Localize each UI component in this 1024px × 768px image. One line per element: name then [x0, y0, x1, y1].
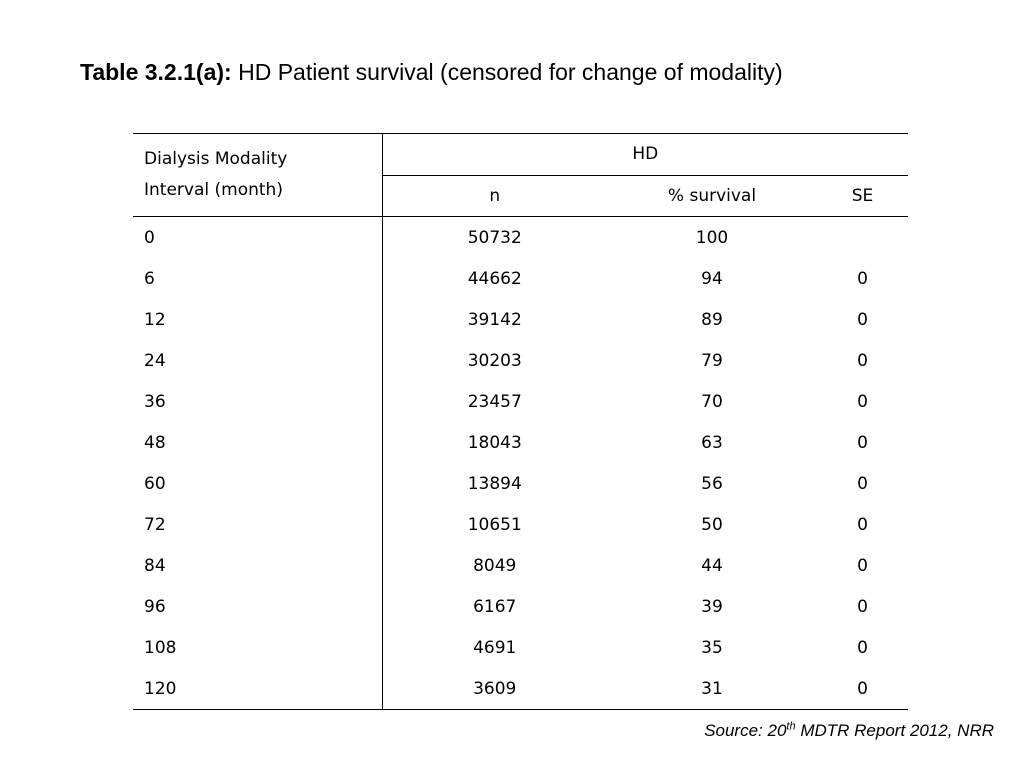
survival-cell: 35 — [701, 637, 723, 658]
table-row — [133, 422, 908, 463]
interval-cell: 36 — [133, 381, 382, 422]
se-cell: 0 — [857, 637, 868, 658]
table-row — [133, 586, 908, 627]
source-prefix: Source: 20 — [704, 721, 787, 740]
table-row — [133, 668, 908, 710]
survival-table — [133, 133, 908, 710]
row-header — [133, 134, 382, 217]
se-cell: 0 — [857, 309, 868, 330]
interval-cell: 108 — [133, 627, 382, 668]
n-cell: 23457 — [467, 391, 522, 412]
survival-cell: 70 — [701, 391, 723, 412]
table-row — [133, 545, 908, 586]
n-cell: 10651 — [467, 514, 522, 535]
survival-cell: 44 — [701, 555, 723, 576]
row-header-line1: Dialysis Modality — [144, 149, 288, 169]
survival-cell: 56 — [701, 473, 723, 494]
row-header-line2: Interval (month) — [144, 180, 283, 200]
n-cell: 8049 — [473, 555, 517, 576]
n-cell: 18043 — [467, 432, 522, 453]
se-cell: 0 — [857, 514, 868, 535]
table-row — [133, 627, 908, 668]
survival-cell: 39 — [701, 596, 723, 617]
interval-cell: 6 — [133, 258, 382, 299]
se-cell: 0 — [857, 432, 868, 453]
interval-cell: 12 — [133, 299, 382, 340]
n-cell: 50732 — [467, 227, 522, 248]
table-title-label: Table 3.2.1(a): — [80, 59, 232, 85]
interval-cell: 24 — [133, 340, 382, 381]
n-cell: 3609 — [382, 668, 607, 710]
interval-cell: 0 — [133, 217, 382, 259]
column-header-se: SE — [817, 175, 908, 217]
table-title — [80, 56, 980, 88]
n-cell: 39142 — [467, 309, 522, 330]
survival-cell: 63 — [701, 432, 723, 453]
table-row — [133, 217, 908, 259]
interval-cell: 84 — [133, 545, 382, 586]
interval-cell: 96 — [133, 586, 382, 627]
se-cell: 0 — [857, 596, 868, 617]
se-cell: 0 — [857, 268, 868, 289]
survival-cell: 31 — [607, 668, 817, 710]
se-cell — [817, 217, 908, 259]
source-suffix: MDTR Report 2012, NRR — [795, 721, 994, 740]
table-row — [133, 381, 908, 422]
table-title-text: HD Patient survival (censored for change of modality) — [231, 59, 783, 85]
table-row — [133, 463, 908, 504]
survival-cell: 79 — [701, 350, 723, 371]
se-cell: 0 — [857, 350, 868, 371]
interval-cell: 48 — [133, 422, 382, 463]
se-cell: 0 — [857, 473, 868, 494]
table-row — [133, 504, 908, 545]
table-body — [133, 217, 908, 710]
column-header-n: n — [382, 175, 607, 217]
se-cell: 0 — [817, 668, 908, 710]
survival-cell: 94 — [701, 268, 723, 289]
column-header-survival: % survival — [607, 175, 817, 217]
survival-cell: 89 — [701, 309, 723, 330]
table-row — [133, 340, 908, 381]
interval-cell: 72 — [133, 504, 382, 545]
se-cell: 0 — [857, 391, 868, 412]
n-cell: 13894 — [467, 473, 522, 494]
n-cell: 4691 — [473, 637, 517, 658]
survival-cell: 100 — [695, 227, 729, 248]
source-note — [704, 721, 994, 741]
n-cell: 6167 — [473, 596, 517, 617]
table-row — [133, 299, 908, 340]
group-header-hd: HD — [382, 134, 908, 176]
se-cell: 0 — [857, 555, 868, 576]
interval-cell: 120 — [133, 668, 382, 710]
interval-cell: 60 — [133, 463, 382, 504]
n-cell: 44662 — [467, 268, 522, 289]
source-superscript: th — [786, 720, 796, 733]
n-cell: 30203 — [467, 350, 522, 371]
survival-cell: 50 — [701, 514, 723, 535]
table-row — [133, 258, 908, 299]
